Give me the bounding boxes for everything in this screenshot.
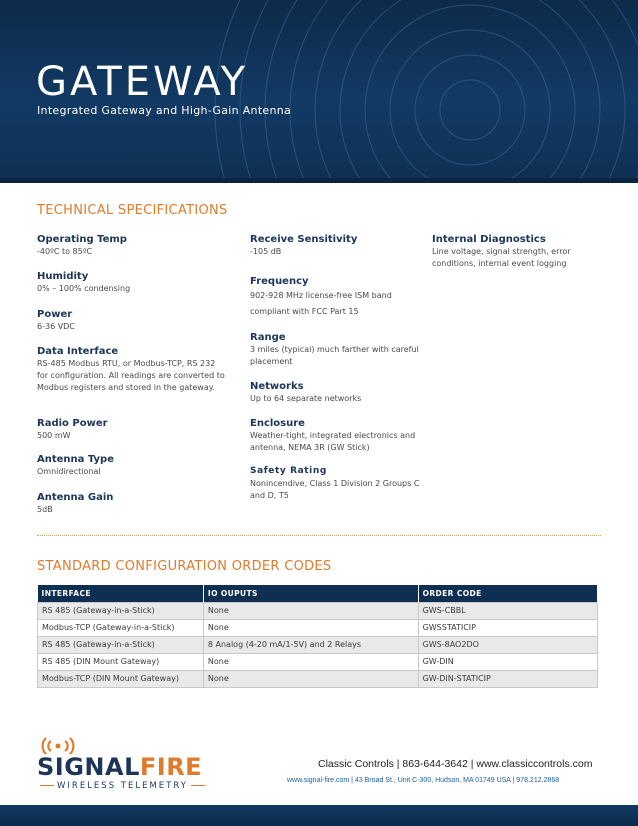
spec-humidity [37,270,227,295]
spec-value: 3 miles (typical) much farther with careful placement [250,345,419,366]
address-line: www.signal-fire.com | 43 Broad St., Unit C-300, Hudson, MA 01749 USA | 978.212.2868 [287,777,560,784]
table-row [38,653,598,670]
spec-value: 902-928 MHz license-free ISM band compliant with FCC Part 15 [250,291,392,316]
table-cell: RS 485 (DIN Mount Gateway) [38,653,204,670]
spec-label: Frequency [250,276,309,287]
table-cell: None [203,602,418,619]
contact-line: Classic Controls | 863-644-3642 | www.classiccontrols.com [318,758,593,770]
table-row [38,619,598,636]
table-cell: GWSSTATICIP [418,619,597,636]
logo-signal-text: SIGNAL [37,753,140,781]
spec-antenna-gain [37,491,227,516]
spec-label: Operating Temp [37,234,127,245]
spec-label: Safety Rating [250,466,327,476]
table-cell: GWS-8AO2DO [418,636,597,653]
spec-value: RS-485 Modbus RTU, or Modbus-TCP, RS 232 for configuration. All readings are converted to Modbus registers and stored in the gateway. [37,359,225,392]
spec-power [37,308,227,333]
table-row [38,670,598,687]
column-header-io-outputs: IO OUPUTS [203,585,418,602]
spec-value: -40ºC to 85ºC [37,247,93,256]
spec-data-interface [37,345,227,394]
spec-value: 5dB [37,505,53,514]
spec-internal-diagnostics [432,233,602,270]
spec-value: Line voltage, signal strength, error conditions, internal event logging [432,247,571,268]
spec-range [250,331,425,368]
spec-value: Nonincendive, Class 1 Division 2 Groups C and D, T5 [250,479,420,500]
spec-value: 500 mW [37,431,71,440]
logo-fire-text: FIRE [139,753,203,781]
table-cell: RS 485 (Gateway-in-a-Stick) [38,636,204,653]
spec-radio-power [37,417,227,442]
order-codes-table [37,585,598,688]
table-cell: GWS-CBBL [418,602,597,619]
logo-tagline-text: WIRELESS TELEMETRY [57,781,188,791]
logo-wordmark [37,753,202,781]
page-subtitle: Integrated Gateway and High-Gain Antenna [37,104,292,117]
spec-value: Omnidirectional [37,467,101,476]
spec-label: Range [250,332,286,343]
spec-value: -105 dB [250,247,282,256]
spec-value: 0% – 100% condensing [37,284,131,293]
table-cell: GW-DIN-STATICIP [418,670,597,687]
spec-label: Internal Diagnostics [432,234,546,245]
column-header-order-code: ORDER CODE [418,585,597,602]
table-row [38,602,598,619]
spec-label: Data Interface [37,346,119,357]
spec-antenna-type [37,453,227,478]
table-cell: RS 485 (Gateway-in-a-Stick) [38,602,204,619]
spec-enclosure [250,417,425,454]
banner-bottom-stripe [0,178,638,183]
spec-label: Receive Sensitivity [250,234,358,245]
table-cell: None [203,653,418,670]
table-header-row [38,585,598,602]
table-cell: GW-DIN [418,653,597,670]
table-cell: 8 Analog (4-20 mA/1-5V) and 2 Relays [203,636,418,653]
spec-label: Humidity [37,271,89,282]
table-cell: None [203,619,418,636]
spec-label: Antenna Gain [37,492,114,503]
table-cell: Modbus-TCP (Gateway-in-a-Stick) [38,619,204,636]
table-cell: Modbus-TCP (DIN Mount Gateway) [38,670,204,687]
order-codes-heading: STANDARD CONFIGURATION ORDER CODES [37,559,332,574]
spec-label: Networks [250,381,304,392]
spec-networks [250,380,425,405]
spec-label: Radio Power [37,418,108,429]
signalfire-logo [37,735,207,795]
spec-label: Enclosure [250,418,305,429]
column-header-interface: INTERFACE [38,585,204,602]
table-row [38,636,598,653]
spec-value: Weather-tight, integrated electronics and antenna, NEMA 3R (GW Stick) [250,431,416,452]
page-title: GATEWAY [36,59,249,105]
spec-safety-rating [250,465,425,502]
spec-frequency [250,275,425,320]
spec-label: Antenna Type [37,454,114,465]
section-divider [37,535,601,536]
spec-value: Up to 64 separate networks [250,394,362,403]
footer-bar [0,805,638,826]
spec-receive-sensitivity [250,233,425,258]
logo-tagline [37,781,207,791]
tech-specs-heading: TECHNICAL SPECIFICATIONS [37,203,228,218]
spec-value: 6-36 VDC [37,322,75,331]
spec-operating-temp [37,233,227,258]
table-cell: None [203,670,418,687]
spec-label: Power [37,309,73,320]
header-banner [0,0,638,183]
